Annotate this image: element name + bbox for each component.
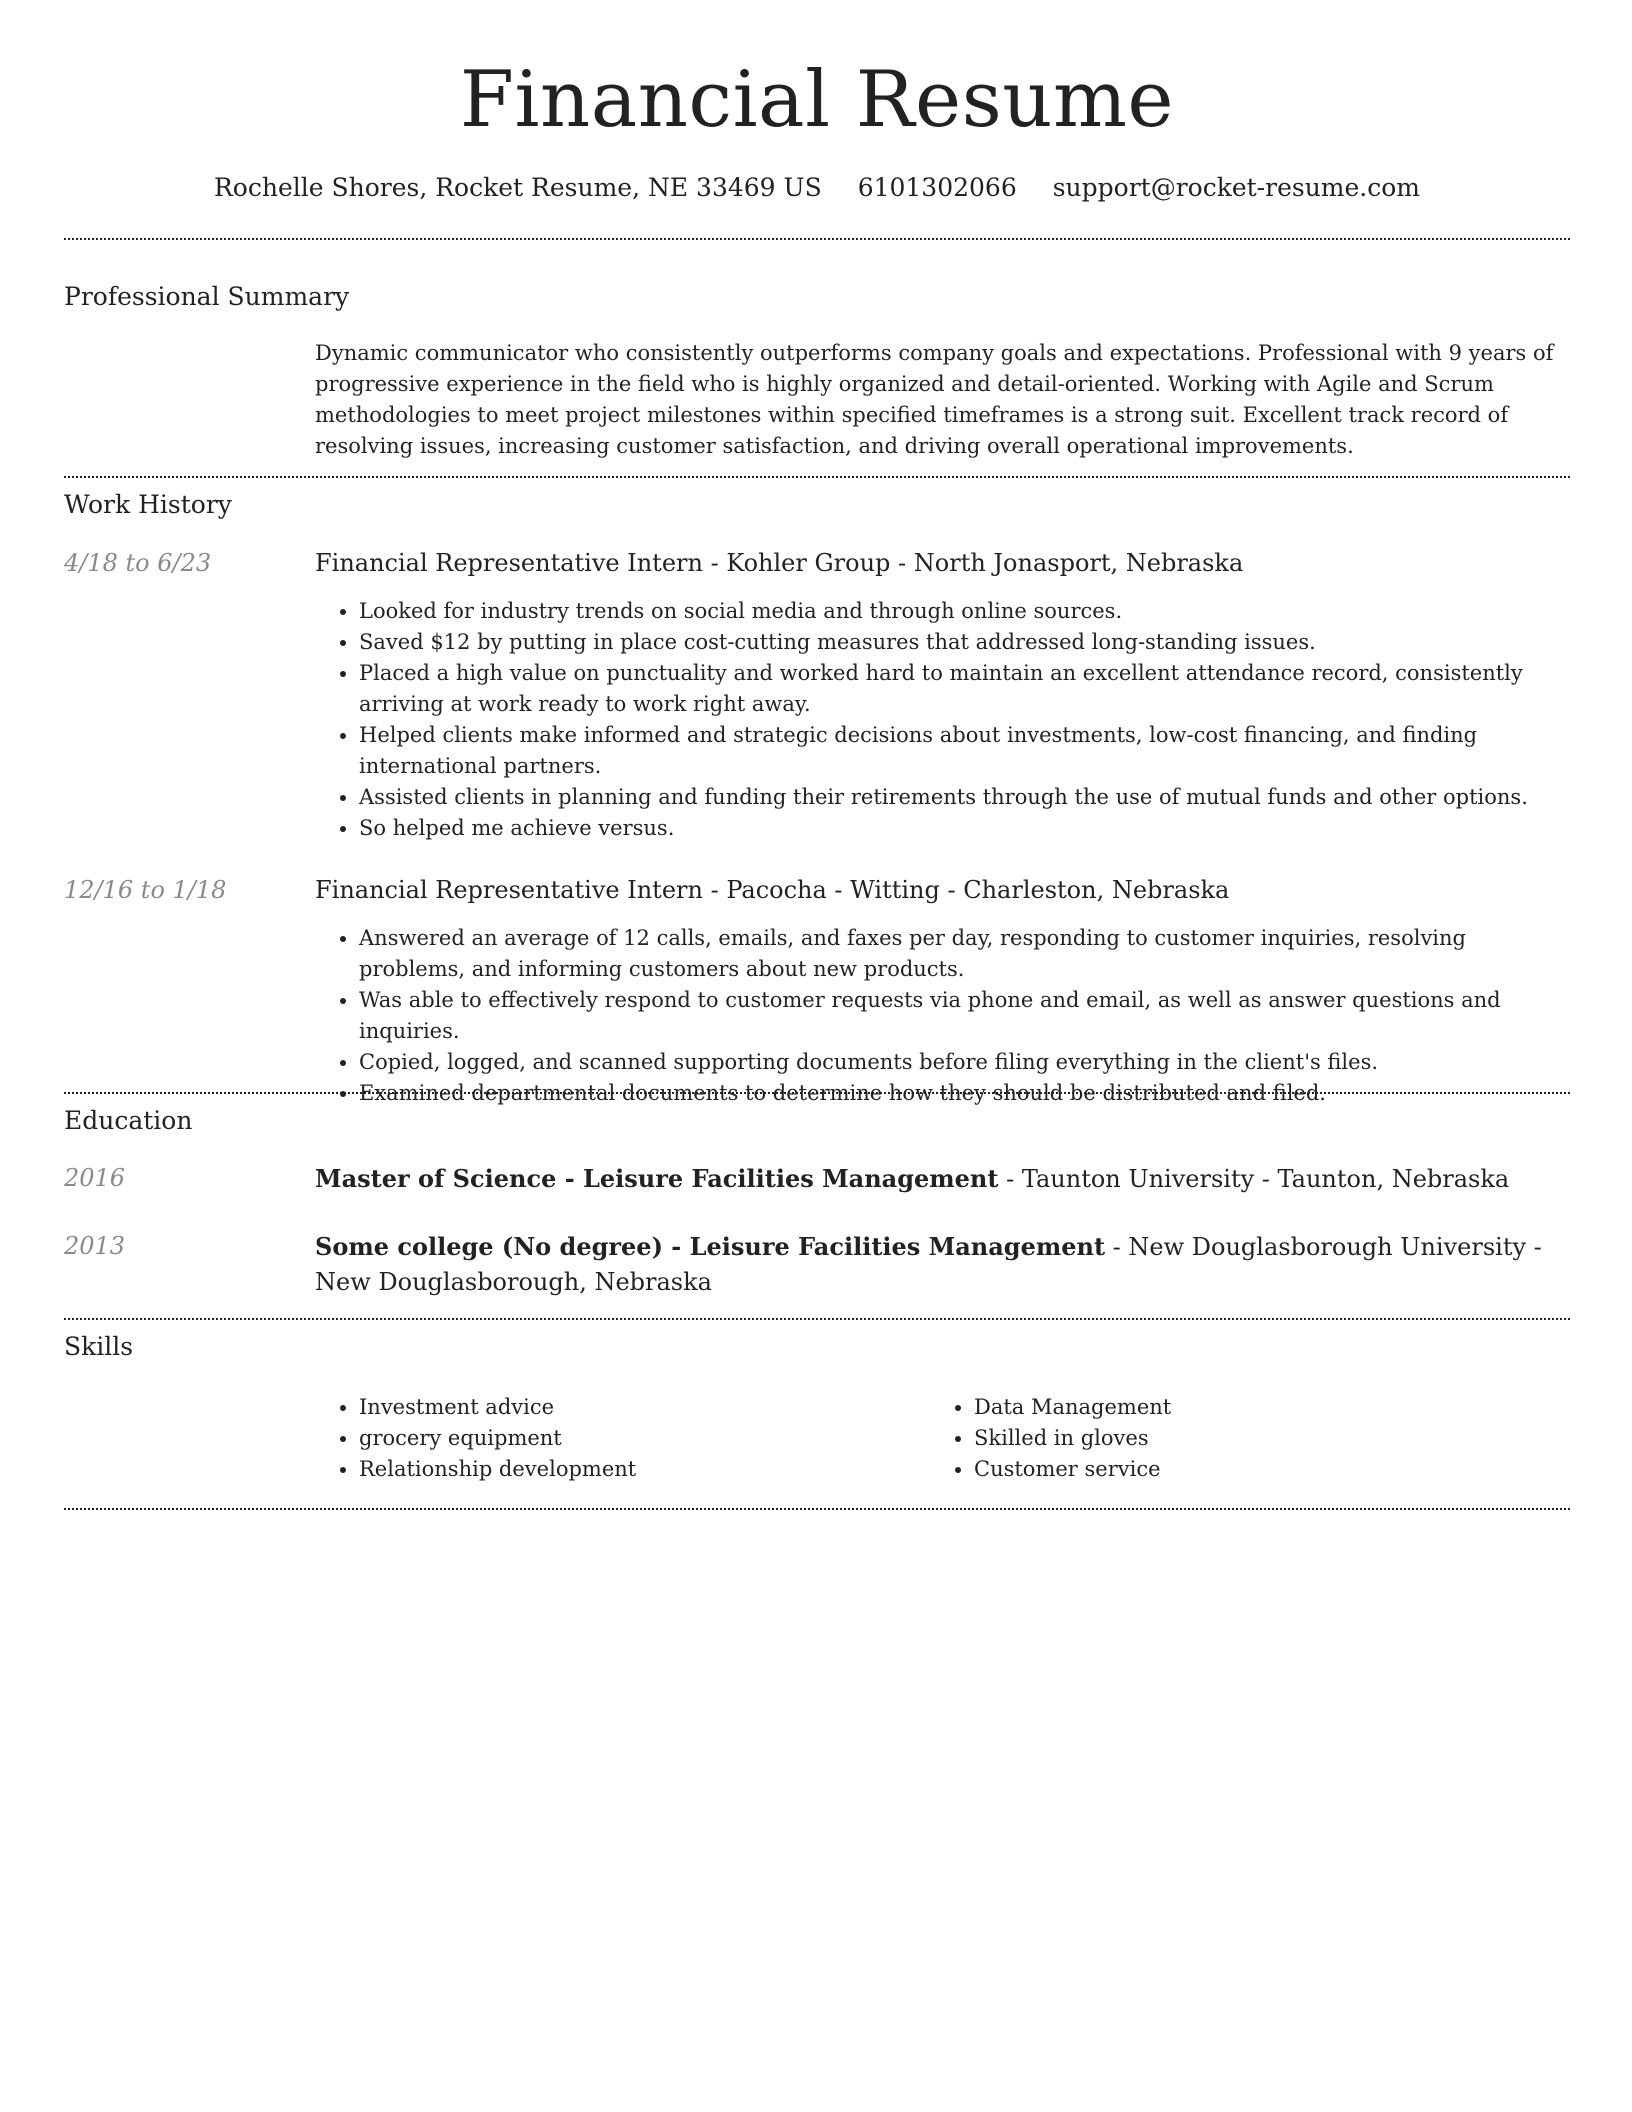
contact-address: Rochelle Shores, Rocket Resume, NE 33469 US: [213, 173, 822, 202]
job-bullet: • Saved $12 by putting in place cost-cutting measures that addressed long-standing issues.: [359, 627, 1570, 658]
summary-text: Dynamic communicator who consistently outperforms company goals and expectations. Professional with 9 years of progressive experience in the field who is highly organized and detail-oriented. Working with Agile and Scrum methodologies to meet project milestones within specified timeframes is a strong suit. Excellent track record of resolving issues, increasing customer satisfaction, and driving overall operational improvements.: [315, 341, 1554, 458]
job-dates: 4/18 to 6/23: [64, 549, 212, 577]
divider: [64, 476, 1570, 478]
skills-list-right: [930, 1392, 1530, 1485]
job-bullets: [315, 596, 1570, 844]
skill-item: • Skilled in gloves: [974, 1423, 1530, 1454]
job-bullet: • Assisted clients in planning and funding their retirements through the use of mutual funds and other options.: [359, 782, 1570, 813]
job-bullet: • Copied, logged, and scanned supporting documents before filing everything in the client's files.: [359, 1047, 1570, 1078]
job-title: Financial Representative Intern - Pacocha - Witting - Charleston, Nebraska: [315, 876, 1230, 904]
job-bullet: • Looked for industry trends on social media and through online sources.: [359, 596, 1570, 627]
education-heading: Education: [64, 1106, 193, 1135]
contact-line: [64, 170, 1570, 206]
job-bullet: • Answered an average of 12 calls, emails, and faxes per day, responding to customer inquiries, resolving problems, and informing customers about new products.: [359, 923, 1570, 985]
education-entry: [315, 1161, 1570, 1197]
divider: [64, 1318, 1570, 1320]
skill-item: • Data Management: [974, 1392, 1530, 1423]
contact-email: support@rocket-resume.com: [1052, 173, 1421, 202]
job-bullet: • Placed a high value on punctuality and worked hard to maintain an excellent attendance record, consistently arriving at work ready to work right away.: [359, 658, 1570, 720]
skill-item: • grocery equipment: [359, 1423, 915, 1454]
job-dates: 12/16 to 1/18: [64, 876, 227, 904]
skill-item: • Investment advice: [359, 1392, 915, 1423]
work-history-heading: Work History: [64, 490, 232, 519]
education-degree: Some college (No degree) - Leisure Facilities Management: [315, 1232, 1106, 1261]
job-bullet: • Helped clients make informed and strategic decisions about investments, low-cost financing, and finding international partners.: [359, 720, 1570, 782]
job-title: Financial Representative Intern - Kohler Group - North Jonasport, Nebraska: [315, 549, 1244, 577]
divider: [64, 238, 1570, 240]
job-bullet: • Examined departmental documents to determine how they should be distributed and filed.: [359, 1078, 1570, 1109]
divider: [64, 1092, 1570, 1094]
job-bullet: • Was able to effectively respond to customer requests via phone and email, as well as answer questions and inquiries.: [359, 985, 1570, 1047]
education-degree: Master of Science - Leisure Facilities Management: [315, 1164, 999, 1193]
education-school: - Taunton University - Taunton, Nebraska: [998, 1165, 1510, 1193]
contact-phone: 6101302066: [857, 173, 1017, 202]
skill-item: • Relationship development: [359, 1454, 915, 1485]
education-year: 2016: [64, 1164, 126, 1192]
summary-heading: Professional Summary: [64, 282, 350, 311]
education-school: - New Douglasborough University - New Douglasborough, Nebraska: [315, 1233, 1542, 1296]
skills-list-left: [315, 1392, 915, 1485]
divider: [64, 1508, 1570, 1510]
skill-item: • Customer service: [974, 1454, 1530, 1485]
job-bullets: [315, 923, 1570, 1109]
skills-heading: Skills: [64, 1332, 134, 1361]
resume-title: Financial Resume: [459, 55, 1175, 145]
education-year: 2013: [64, 1232, 126, 1260]
job-bullet: • So helped me achieve versus.: [359, 813, 1570, 844]
education-entry: [315, 1229, 1570, 1300]
